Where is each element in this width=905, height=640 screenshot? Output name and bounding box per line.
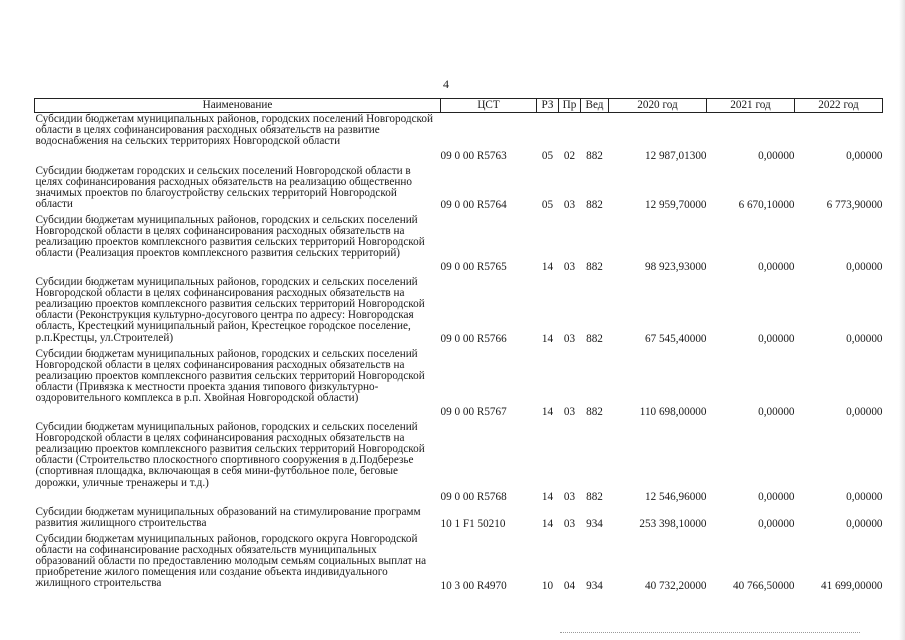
table-row (35, 276, 883, 348)
row-name: Субсидии бюджетам муниципальных районов, городских и сельских поселений Новгородской области в целях софинансирования расходных обязательств на реализацию проектов комплексного развития сельских территорий Новгородской области (Реконструкция культурно-досугового центра по адресу: Новгородская область, Крестецкий муниципальный район, Крестецкое городское поселение, р.п.Крестцы, ул.Строителей) (35, 275, 425, 344)
table-row (35, 348, 883, 421)
header-2021: 2021 год (707, 99, 795, 113)
row-2021: 6 670,10000 (738, 199, 795, 212)
budget-table (34, 98, 883, 595)
row-2021: 0,00000 (758, 261, 795, 274)
row-csr: 09 0 00 R5763 (440, 150, 507, 163)
row-ved: 882 (586, 150, 603, 163)
scan-edge (899, 0, 905, 640)
header-2020: 2020 год (609, 99, 707, 113)
row-ved: 882 (586, 261, 603, 274)
row-name: Субсидии бюджетам городских и сельских поселений Новгородской области в целях софинансирования расходных обязательств на реализацию общественно значимых проектов по благоустройству сельских территорий Новгородской области (35, 164, 412, 211)
row-pr: 03 (563, 261, 576, 274)
row-rz: 14 (541, 518, 554, 531)
row-pr: 03 (563, 333, 576, 346)
header-csr: ЦСТ (441, 99, 537, 113)
row-2022: 0,00000 (846, 261, 883, 274)
page-number: 4 (443, 77, 449, 91)
row-name: Субсидии бюджетам муниципальных районов, городских и сельских поселений Новгородской области в целях софинансирования расходных обязательств на реализацию проектов комплексного развития сельских территорий Новгородской области (Строительство плоскостного спортивного сооружения в д.Подберезье (спортивная площадка, включающая в себя мини-футбольное поле, беговые дорожки, уличные тренажеры и т.д.) (35, 420, 425, 489)
row-2022: 0,00000 (846, 150, 883, 163)
table-row (35, 165, 883, 214)
table-row (35, 113, 883, 165)
row-rz: 05 (541, 199, 554, 212)
row-name: Субсидии бюджетам муниципальных районов, городских поселений Новгородской области в целях софинансирования расходных обязательств на развитие водоснабжения на сельских территориях Новгородской области (35, 113, 433, 148)
row-2020: 12 546,96000 (644, 491, 707, 504)
row-pr: 03 (563, 491, 576, 504)
row-rz: 14 (541, 406, 554, 419)
row-2022: 0,00000 (846, 406, 883, 419)
row-name: Субсидии бюджетам муниципальных районов, городских и сельских поселений Новгородской области в целях софинансирования расходных обязательств на реализацию проектов комплексного развития сельских территорий Новгородской области (Привязка к местности проекта здания типового физкультурно-оздоровительного комплекса в р.п. Хвойная Новгородской области) (35, 347, 425, 405)
row-csr: 09 0 00 R5764 (440, 199, 507, 212)
header-ved: Вед (581, 99, 609, 113)
header-name: Наименование (35, 99, 441, 113)
table-header-row (35, 99, 883, 113)
row-csr: 09 0 00 R5766 (440, 333, 507, 346)
row-2022: 0,00000 (846, 333, 883, 346)
row-2022: 0,00000 (846, 518, 883, 531)
row-rz: 14 (541, 261, 554, 274)
table-row (35, 421, 883, 506)
row-2021: 0,00000 (758, 491, 795, 504)
row-2020: 110 698,00000 (639, 406, 707, 419)
row-name: Субсидии бюджетам муниципальных районов, городских и сельских поселений Новгородской области в целях софинансирования расходных обязательств на реализацию проектов комплексного развития сельских территорий Новгородской области (Реализация проектов комплексного развития сельских территорий) (35, 213, 425, 260)
row-csr: 10 3 00 R4970 (440, 580, 507, 593)
row-name: Субсидии бюджетам муниципальных районов, городского округа Новгородской области на софинансирование расходных обязательств муниципальных образований области по предоставлению молодым семьям социальных выплат на приобретение жилого помещения или создание объекта индивидуального жилищного строительства (35, 532, 427, 590)
row-pr: 04 (563, 580, 576, 593)
row-csr: 09 0 00 R5767 (440, 406, 507, 419)
table-row (35, 214, 883, 276)
row-2020: 12 959,70000 (644, 199, 707, 212)
row-pr: 03 (563, 518, 576, 531)
scan-noise (560, 632, 860, 634)
row-pr: 03 (563, 406, 576, 419)
row-ved: 882 (586, 406, 603, 419)
row-2020: 253 398,10000 (639, 518, 707, 531)
row-2021: 0,00000 (758, 150, 795, 163)
row-pr: 02 (563, 150, 576, 163)
row-name: Субсидии бюджетам муниципальных образований на стимулирование программ развития жилищного строительства (35, 505, 421, 529)
row-ved: 882 (586, 491, 603, 504)
row-2020: 67 545,40000 (644, 333, 707, 346)
header-pr: Пр (559, 99, 581, 113)
row-2022: 0,00000 (846, 491, 883, 504)
row-rz: 14 (541, 333, 554, 346)
table-row (35, 506, 883, 533)
row-2021: 0,00000 (758, 518, 795, 531)
row-rz: 10 (541, 580, 554, 593)
row-ved: 934 (586, 580, 603, 593)
row-2022: 6 773,90000 (826, 199, 883, 212)
row-csr: 09 0 00 R5765 (440, 261, 507, 274)
row-pr: 03 (563, 199, 576, 212)
row-2020: 98 923,93000 (644, 261, 707, 274)
row-2021: 0,00000 (758, 333, 795, 346)
row-2020: 12 987,01300 (644, 150, 707, 163)
row-2021: 0,00000 (758, 406, 795, 419)
row-ved: 934 (586, 518, 603, 531)
row-rz: 05 (541, 150, 554, 163)
row-2022: 41 699,00000 (820, 580, 883, 593)
table-row (35, 533, 883, 595)
row-ved: 882 (586, 333, 603, 346)
row-2021: 40 766,50000 (732, 580, 795, 593)
header-2022: 2022 год (795, 99, 883, 113)
row-rz: 14 (541, 491, 554, 504)
row-2020: 40 732,20000 (644, 580, 707, 593)
row-csr: 09 0 00 R5768 (440, 491, 507, 504)
row-csr: 10 1 F1 50210 (440, 518, 506, 531)
header-rz: РЗ (537, 99, 559, 113)
row-ved: 882 (586, 199, 603, 212)
